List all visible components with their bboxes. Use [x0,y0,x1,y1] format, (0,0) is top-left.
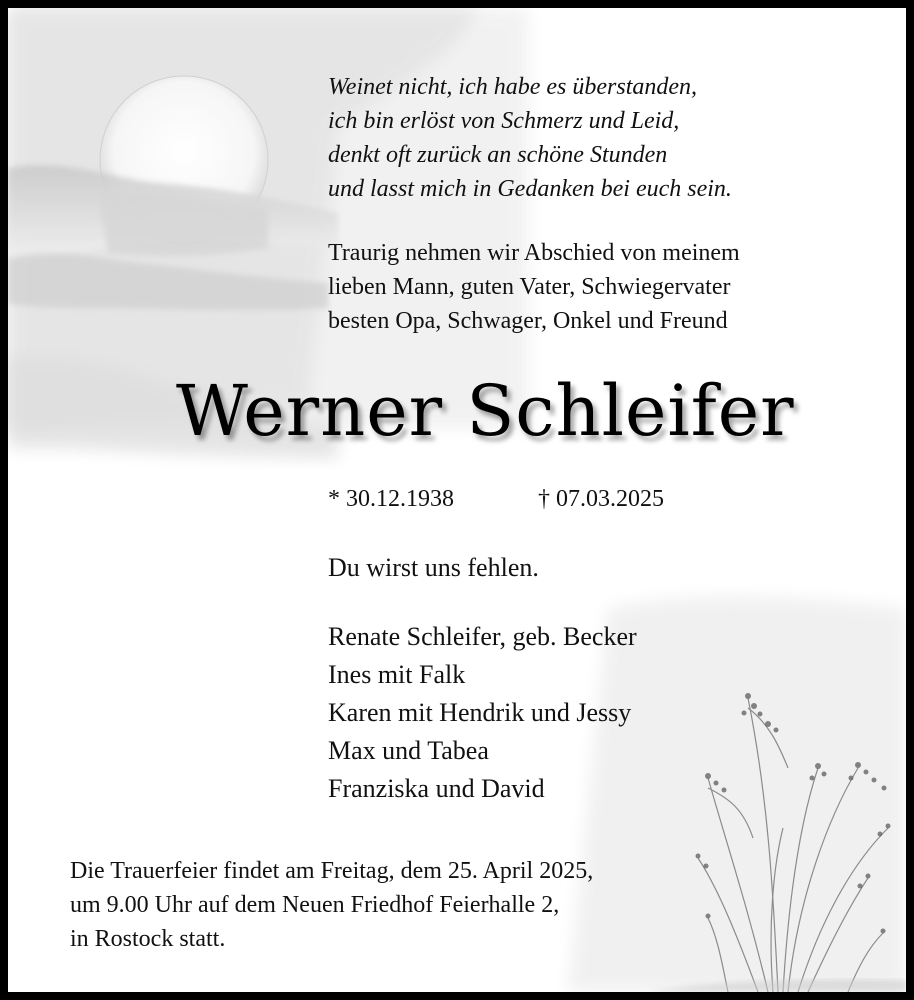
poem-line: ich bin erlöst von Schmerz und Leid, [328,108,680,134]
poem-line: und lasst mich in Gedanken bei euch sein. [328,176,732,202]
deceased-name: Werner Schleifer [176,370,795,452]
intro-line: Traurig nehmen wir Abschied von meinem [328,240,740,266]
farewell-intro [328,236,898,338]
mourner: Franziska und David [328,774,545,803]
memorial-poem [328,70,888,206]
mourner: Max und Tabea [328,736,489,765]
intro-line: lieben Mann, guten Vater, Schwiegervater [328,274,731,300]
mourner: Karen mit Hendrik und Jessy [328,698,632,727]
farewell-message: Du wirst uns fehlen. [328,553,539,582]
mourner: Ines mit Falk [328,660,466,689]
poem-line: denkt oft zurück an schöne Stunden [328,142,668,168]
intro-line: besten Opa, Schwager, Onkel und Freund [328,308,728,334]
service-line: Die Trauerfeier findet am Freitag, dem 25. April 2025, [70,858,594,884]
life-dates [328,482,664,516]
service-line: um 9.00 Uhr auf dem Neuen Friedhof Feierhalle 2, [70,892,560,918]
birth-date: * 30.12.1938 [328,486,454,512]
service-line: in Rostock statt. [70,926,226,952]
mourners-list [328,618,637,808]
mourner: Renate Schleifer, geb. Becker [328,622,637,651]
funeral-service-info [70,854,593,956]
death-date: † 07.03.2025 [538,486,664,512]
poem-line: Weinet nicht, ich habe es überstanden, [328,74,698,100]
